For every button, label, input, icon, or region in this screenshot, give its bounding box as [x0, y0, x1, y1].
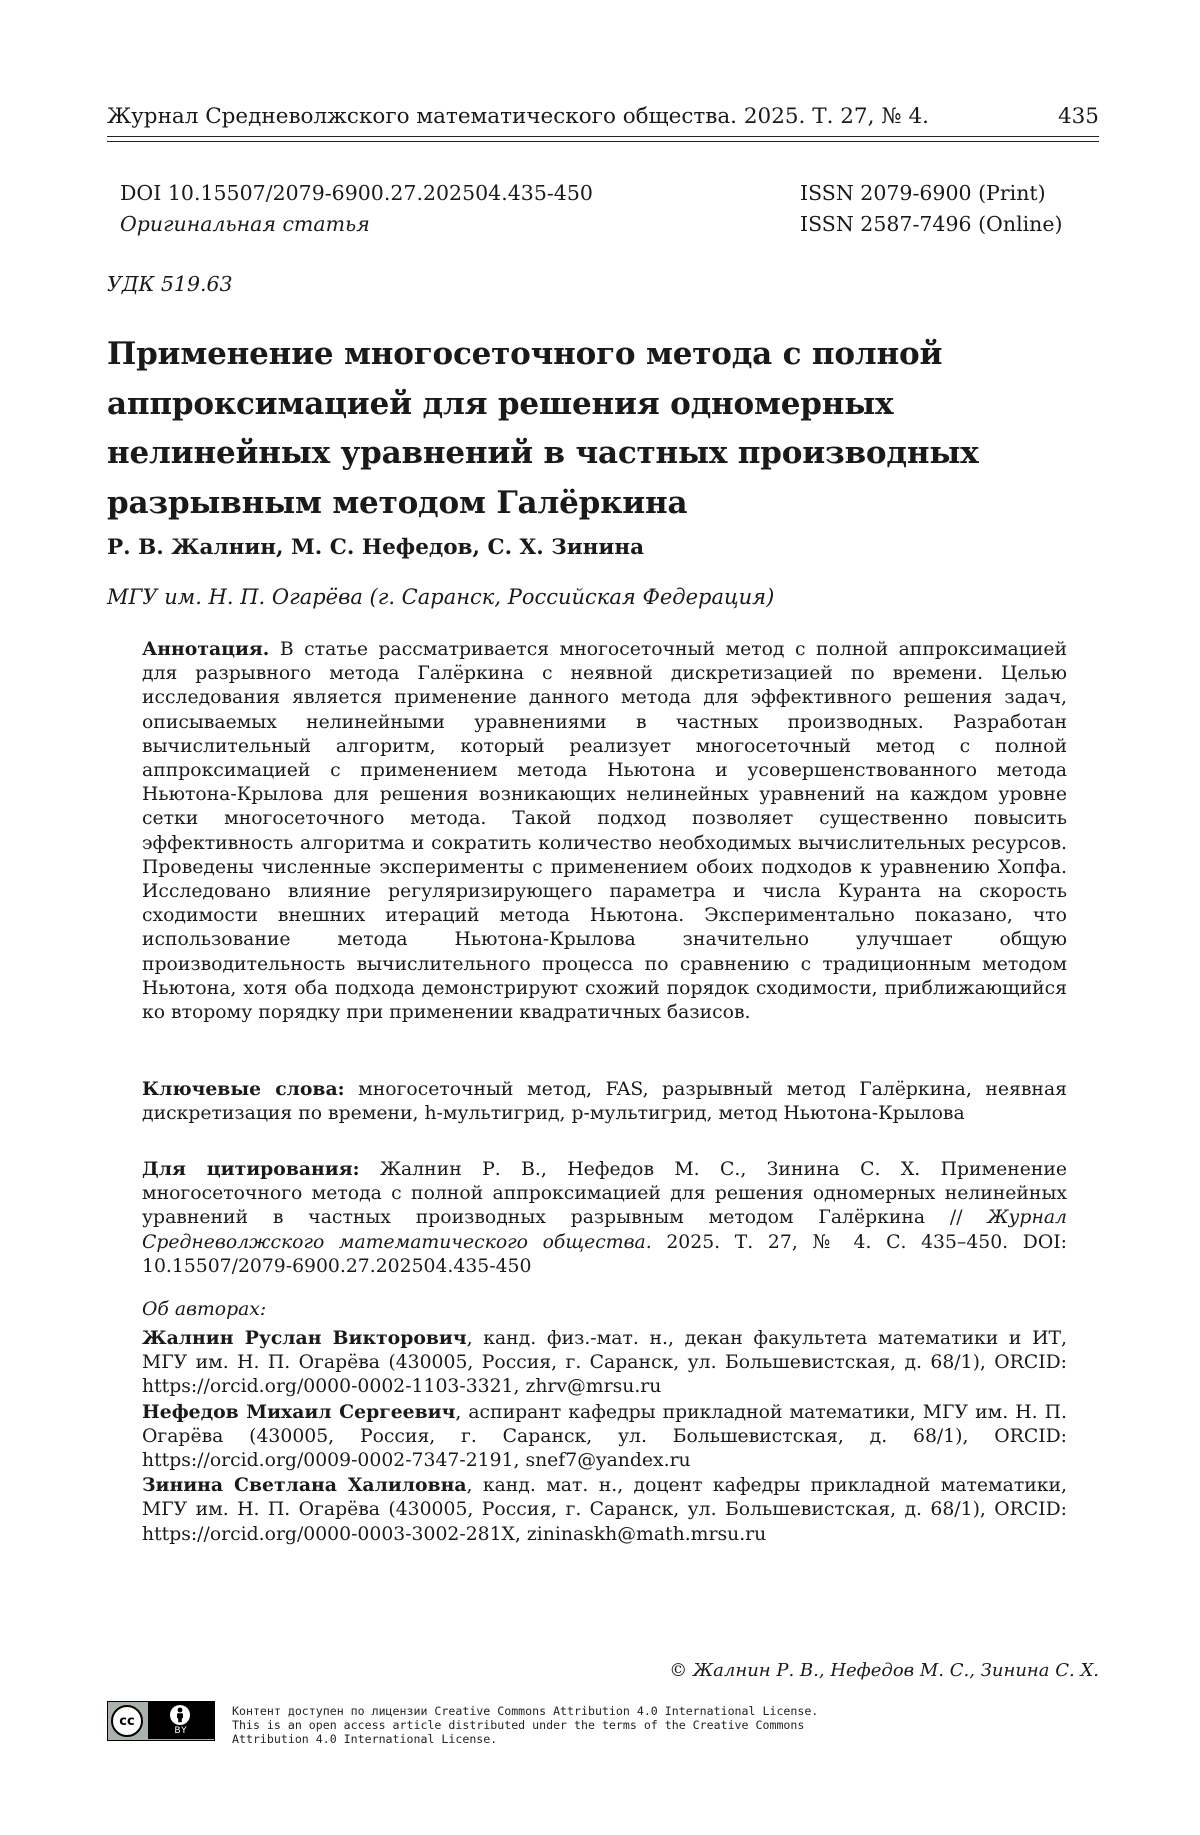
- abstract-text: В статье рассматривается многосеточный метод с полной аппроксимацией для разрывного метода Галёркина с неявной дискретизацией по времени. Целью исследования является применение данного метода для эффективного решения задач, описываемых нелинейными уравнениями в частных производных. Разработан вычислительный алгоритм, который реализует многосеточный метод с полной аппроксимацией с применением метода Ньютона и усовершенствованного метода Ньютона-Крылова для решения возникающих нелинейных уравнений на каждом уровне сетки многосеточного метода. Такой подход позволяет существенно повысить эффективность алгоритма и сократить количество необходимых вычислительных ресурсов. Проведены численные эксперименты с применением обоих подходов к уравнению Хопфа. Исследовано влияние регуляризирующего параметра и числа Куранта на скорость сходимости внешних итераций метода Ньютона. Экспериментально показано, что использование метода Ньютона-Крылова значительно улучшает общую производительность вычислительного процесса по сравнению с традиционным методом Ньютона, хотя оба подхода демонстрируют схожий порядок сходимости, приближающийся ко второму порядку при применении квадратичных базисов.: [142, 639, 1067, 1024]
- license-line: Attribution 4.0 International License.: [232, 1732, 498, 1746]
- abstract-label: Аннотация.: [142, 638, 270, 660]
- by-panel: [148, 1702, 214, 1739]
- author-entry: [142, 1326, 1067, 1400]
- citation-journal: Журнал Средневолжского математического общества.: [142, 1207, 1067, 1253]
- author-entry: [142, 1400, 1067, 1474]
- license-line: This is an open access article distributed under the terms of the Creative Commons: [232, 1718, 805, 1732]
- keywords-text: многосеточный метод, FAS, разрывный метод Галёркина, неявная дискретизация по времени, h-мультигрид, p-мультигрид, метод Ньютона-Крылова: [142, 1079, 1067, 1125]
- page-number: 435: [1057, 104, 1099, 129]
- running-head: [107, 104, 1099, 129]
- doi-block: [120, 178, 593, 240]
- author-name: Зинина Светлана Халиловна: [142, 1474, 467, 1497]
- doi: DOI 10.15507/2079-6900.27.202504.435-450: [120, 181, 593, 205]
- article-type: Оригинальная статья: [120, 212, 370, 236]
- citation: [142, 1157, 1067, 1279]
- issn-online: ISSN 2587-7496 (Online): [800, 212, 1063, 236]
- author-name: Жалнин Руслан Викторович: [142, 1327, 467, 1349]
- udk-code: УДК 519.63: [107, 272, 233, 296]
- copyright-holders: Жалнин Р. В., Нефедов М. С., Зинина С. Х.: [692, 1660, 1099, 1681]
- cc-by-license-badge[interactable]: [107, 1701, 215, 1741]
- license-line: Контент доступен по лицензии Creative Commons Attribution 4.0 International License.: [232, 1704, 819, 1718]
- article-title: Применение многосеточного метода с полной аппроксимацией для решения одномерных нелинейных уравнений в частных производных разрывным методом Галёркина: [107, 336, 979, 521]
- by-label: BY: [174, 1726, 188, 1736]
- attribution-person-icon: [170, 1705, 190, 1725]
- issn-block: [800, 178, 1063, 240]
- copyright-symbol: ©: [669, 1660, 688, 1681]
- header-rule-thin: [107, 141, 1099, 142]
- abstract: [142, 637, 1067, 1025]
- affiliation: МГУ им. Н. П. Огарёва (г. Саранск, Российская Федерация): [107, 585, 775, 609]
- author-info-list: [142, 1326, 1067, 1547]
- author-entry: [142, 1473, 1067, 1547]
- header-rule-thick: [107, 136, 1099, 137]
- keywords-label: Ключевые слова:: [142, 1078, 345, 1100]
- author-details: , канд. мат. н., доцент кафедры прикладной математики, МГУ им. Н. П. Огарёва (430005, Россия, г. Саранск, ул. Большевистская, д. 68/1), ORCID: https://orcid.org/0000-0003-3002-281X, zininaskh@math.mrsu.ru: [142, 1475, 1067, 1545]
- citation-label: Для цитирования:: [142, 1158, 360, 1180]
- copyright-line: [669, 1660, 1099, 1681]
- author-list: Р. В. Жалнин, М. С. Нефедов, С. Х. Зинина: [107, 535, 644, 560]
- author-name: Нефедов Михаил Сергеевич: [142, 1400, 456, 1423]
- cc-icon: cc: [111, 1705, 143, 1737]
- citation-details: 2025. Т. 27, № 4. С. 435–450. DOI: 10.15507/2079-6900.27.202504.435-450: [142, 1231, 1067, 1277]
- keywords: [142, 1077, 1067, 1126]
- issn-print: ISSN 2079-6900 (Print): [800, 181, 1046, 205]
- about-authors-heading: Об авторах:: [142, 1299, 267, 1320]
- license-text: [232, 1704, 952, 1746]
- citation-text: Жалнин Р. В., Нефедов М. С., Зинина С. Х. Применение многосеточного метода с полной аппроксимацией для решения одномерных нелинейных уравнений в частных производных разрывным методом Галёркина //: [142, 1159, 1067, 1229]
- author-details: , канд. физ.-мат. н., декан факультета математики и ИТ, МГУ им. Н. П. Огарёва (430005, Россия, г. Саранск, ул. Большевистская, д. 68/1), ORCID: https://orcid.org/0000-0002-1103-3321, zhrv@mrsu.ru: [142, 1328, 1067, 1398]
- author-details: , аспирант кафедры прикладной математики, МГУ им. Н. П. Огарёва (430005, Россия, г. Саранск, ул. Большевистская, д. 68/1), ORCID: https://orcid.org/0009-0002-7347-2191, snef7@yandex.ru: [142, 1401, 1067, 1472]
- journal-title: Журнал Средневолжского математического общества. 2025. Т. 27, № 4.: [107, 104, 929, 129]
